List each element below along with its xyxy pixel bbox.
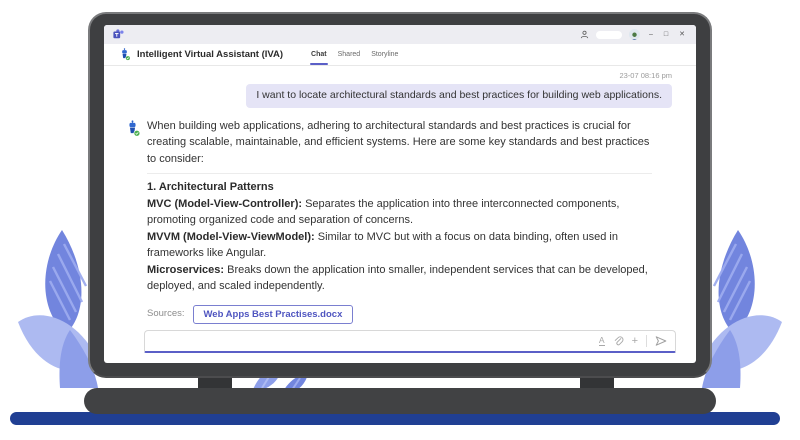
tab-shared[interactable]: Shared <box>337 51 361 58</box>
source-file-chip[interactable]: Web Apps Best Practises.docx <box>193 305 354 324</box>
message-timestamp: 23-07 08:16 pm <box>619 71 672 80</box>
tab-bar <box>311 44 398 65</box>
composer-toolbar <box>599 335 667 347</box>
app-title: Intelligent Virtual Assistant (IVA) <box>137 49 284 60</box>
item-term: MVVM (Model-View-ViewModel): <box>147 230 315 243</box>
toolbar-divider <box>646 335 647 347</box>
attach-icon[interactable] <box>613 336 624 347</box>
item-desc: Breaks down the application into smaller, independent services that can be developed, deployed, and scaled independently. <box>147 263 648 293</box>
minimize-button[interactable]: – <box>648 31 653 38</box>
avatar-person-icon <box>629 31 640 40</box>
close-button[interactable]: ✕ <box>679 31 685 38</box>
tab-chat[interactable]: Chat <box>311 44 327 65</box>
sources-row <box>147 305 652 324</box>
sources-label: Sources: <box>147 308 185 320</box>
item-term: Microservices: <box>147 263 225 276</box>
teams-logo-icon <box>113 29 124 40</box>
pattern-item-mvvm <box>147 229 652 262</box>
search-pill[interactable] <box>596 31 622 39</box>
item-desc: Similar to MVC but with a focus on data binding, often used in frameworks like Angular. <box>147 230 618 260</box>
app-window <box>104 25 696 363</box>
section-title: 1. Architectural Patterns <box>147 181 274 194</box>
profile-icon[interactable] <box>580 30 589 39</box>
laptop-base <box>84 388 716 414</box>
assistant-message-content <box>147 118 652 324</box>
assistant-message <box>124 118 672 324</box>
message-divider <box>147 173 652 174</box>
window-titlebar <box>104 25 696 44</box>
format-text-icon[interactable]: A <box>598 334 605 345</box>
message-composer <box>144 330 676 353</box>
user-message-row <box>124 84 672 108</box>
message-input[interactable] <box>153 331 599 351</box>
user-message-bubble: I want to locate architectural standards and best practices for building web applications. <box>246 84 672 108</box>
app-header <box>104 44 696 66</box>
pattern-item-microservices <box>147 262 652 295</box>
user-avatar[interactable] <box>629 29 640 40</box>
tab-storyline[interactable]: Storyline <box>371 51 399 58</box>
item-desc: Separates the application into three interconnected components, promoting organized code and separation of concerns. <box>147 197 620 227</box>
assistant-intro: When building web applications, adhering to architectural standards and best practices is crucial for creating scalable, maintainable, and efficient systems. Here are some key standards and best practices to consider: <box>147 119 650 165</box>
chat-area <box>104 66 696 326</box>
add-icon[interactable]: + <box>631 334 638 347</box>
laptop-screen-bezel <box>88 12 712 378</box>
item-term: MVC (Model-View-Controller): <box>147 197 303 210</box>
assistant-bot-icon <box>118 48 131 61</box>
send-icon[interactable] <box>655 335 667 347</box>
pattern-item-mvc <box>147 196 652 229</box>
assistant-avatar-icon <box>124 120 141 137</box>
maximize-button[interactable]: □ <box>663 31 669 38</box>
